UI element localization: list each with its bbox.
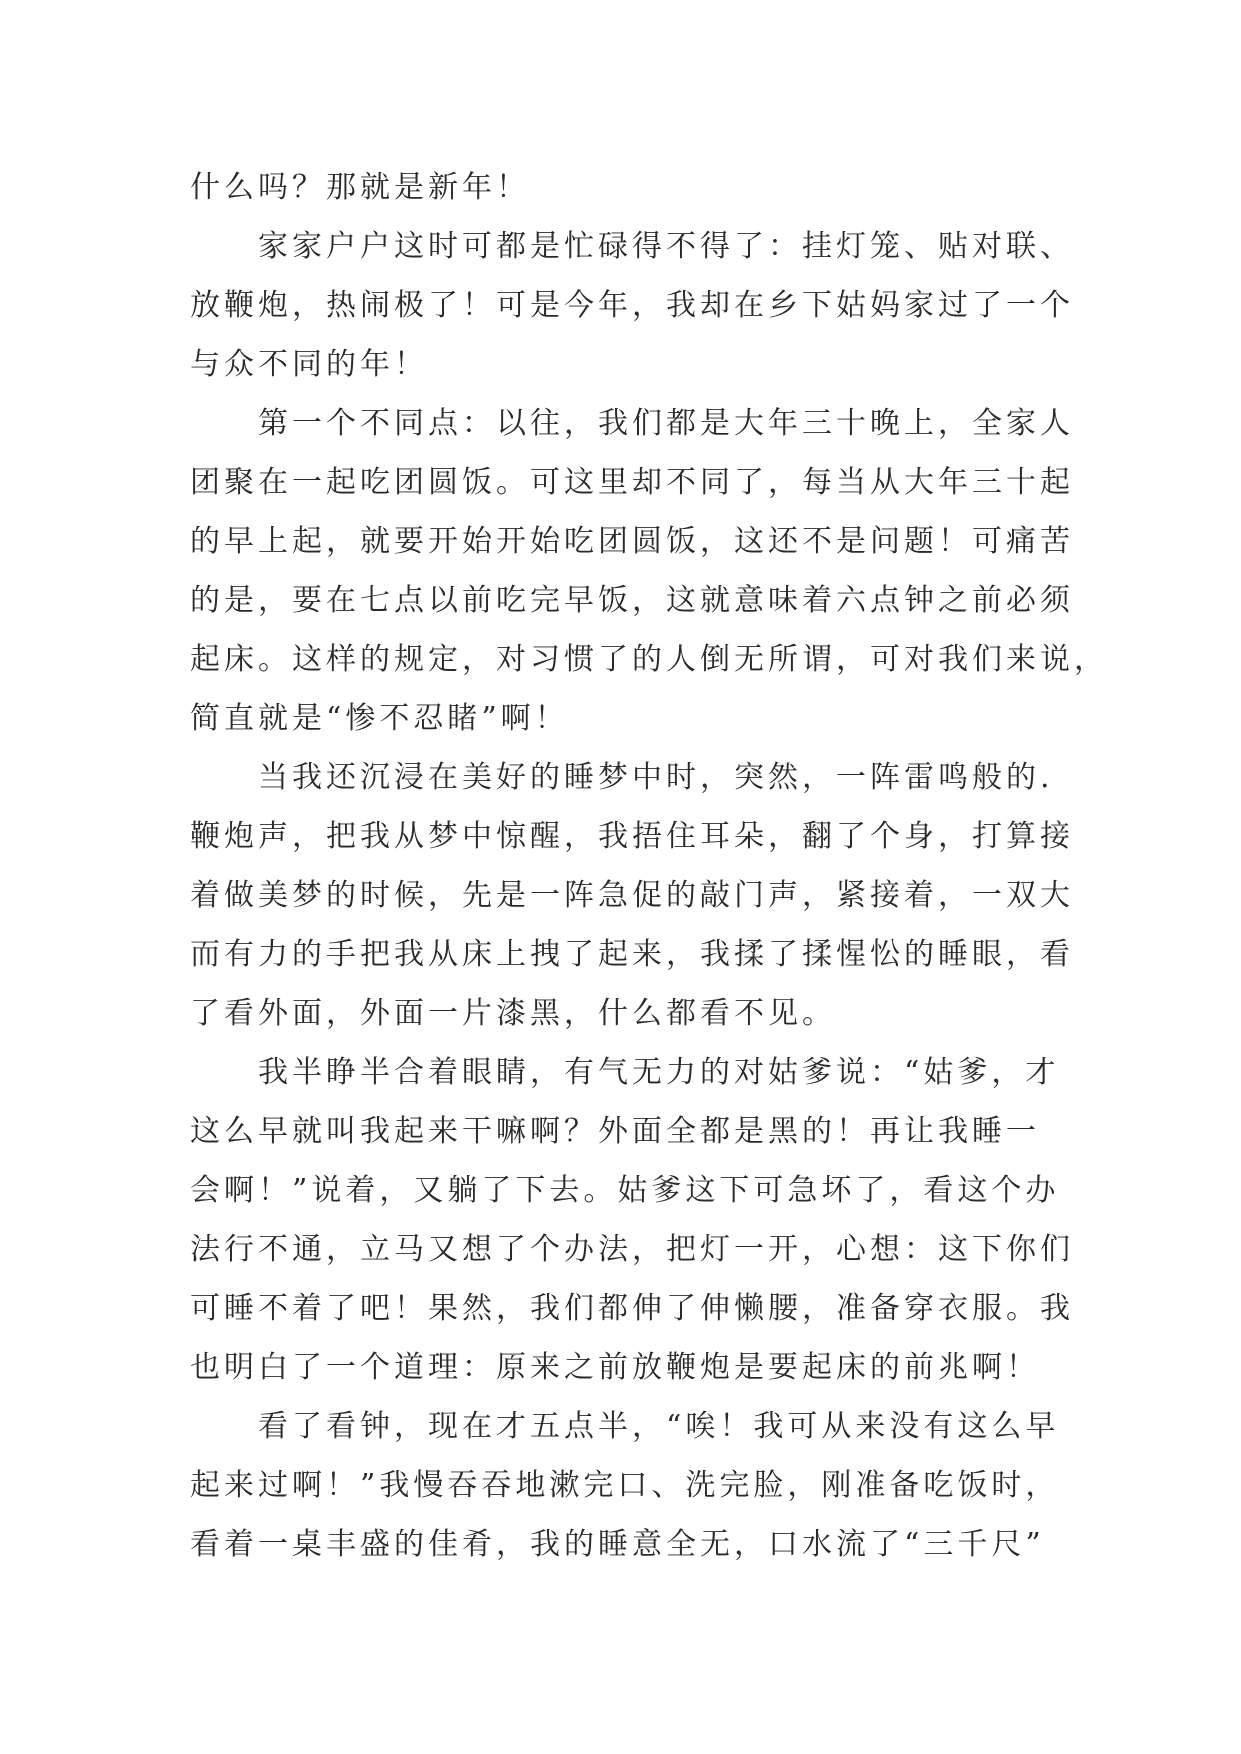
text-line: 也明白了一个道理：原来之前放鞭炮是要起床的前兆啊！	[190, 1350, 1040, 1385]
text-line: 的早上起，就要开始开始吃团圆饭，这还不是问题！可痛苦	[190, 524, 1074, 559]
text-line: 当我还沉浸在美好的睡梦中时，突然，一阵雷鸣般的.	[258, 760, 1054, 795]
text-line: 了看外面，外面一片漆黑，什么都看不见。	[190, 996, 836, 1031]
text-line: 简直就是“惨不忍睹”啊！	[190, 701, 569, 736]
text-line: 看着一桌丰盛的佳肴，我的睡意全无，口水流了“三千尺”	[190, 1527, 1045, 1562]
text-line: 我半睁半合着眼睛，有气无力的对姑爹说：“姑爹，才	[258, 1055, 1060, 1090]
text-line: 起床。这样的规定，对习惯了的人倒无所谓，可对我们来说，	[190, 642, 1108, 677]
text-line: 这么早就叫我起来干嘛啊？外面全都是黑的！再让我睡一	[190, 1114, 1040, 1149]
text-line: 放鞭炮，热闹极了！可是今年，我却在乡下姑妈家过了一个	[190, 288, 1074, 323]
text-line: 法行不通，立马又想了个办法，把灯一开，心想：这下你们	[190, 1232, 1074, 1267]
text-line: 可睡不着了吧！果然，我们都伸了伸懒腰，准备穿衣服。我	[190, 1291, 1074, 1326]
text-line: 第一个不同点：以往，我们都是大年三十晚上，全家人	[258, 406, 1074, 441]
text-line: 的是，要在七点以前吃完早饭，这就意味着六点钟之前必须	[190, 583, 1074, 618]
text-line: 鞭炮声，把我从梦中惊醒，我捂住耳朵，翻了个身，打算接	[190, 819, 1074, 854]
text-line: 着做美梦的时候，先是一阵急促的敲门声，紧接着，一双大	[190, 878, 1074, 913]
text-line: 看了看钟，现在才五点半，“唉！我可从来没有这么早	[258, 1409, 1060, 1444]
text-line: 与众不同的年！	[190, 347, 428, 382]
text-line: 家家户户这时可都是忙碌得不得了：挂灯笼、贴对联、	[258, 229, 1074, 264]
text-line: 会啊！”说着，又躺了下去。姑爹这下可急坏了，看这个办	[190, 1173, 1060, 1208]
text-line: 团聚在一起吃团圆饭。可这里却不同了，每当从大年三十起	[190, 465, 1074, 500]
text-line: 什么吗？那就是新年！	[190, 170, 530, 205]
document-body	[190, 158, 1108, 1574]
text-line: 起来过啊！”我慢吞吞地漱完口、洗完脸，刚准备吃饭时，	[190, 1468, 1060, 1503]
text-line: 而有力的手把我从床上拽了起来，我揉了揉惺忪的睡眼，看	[190, 937, 1074, 972]
